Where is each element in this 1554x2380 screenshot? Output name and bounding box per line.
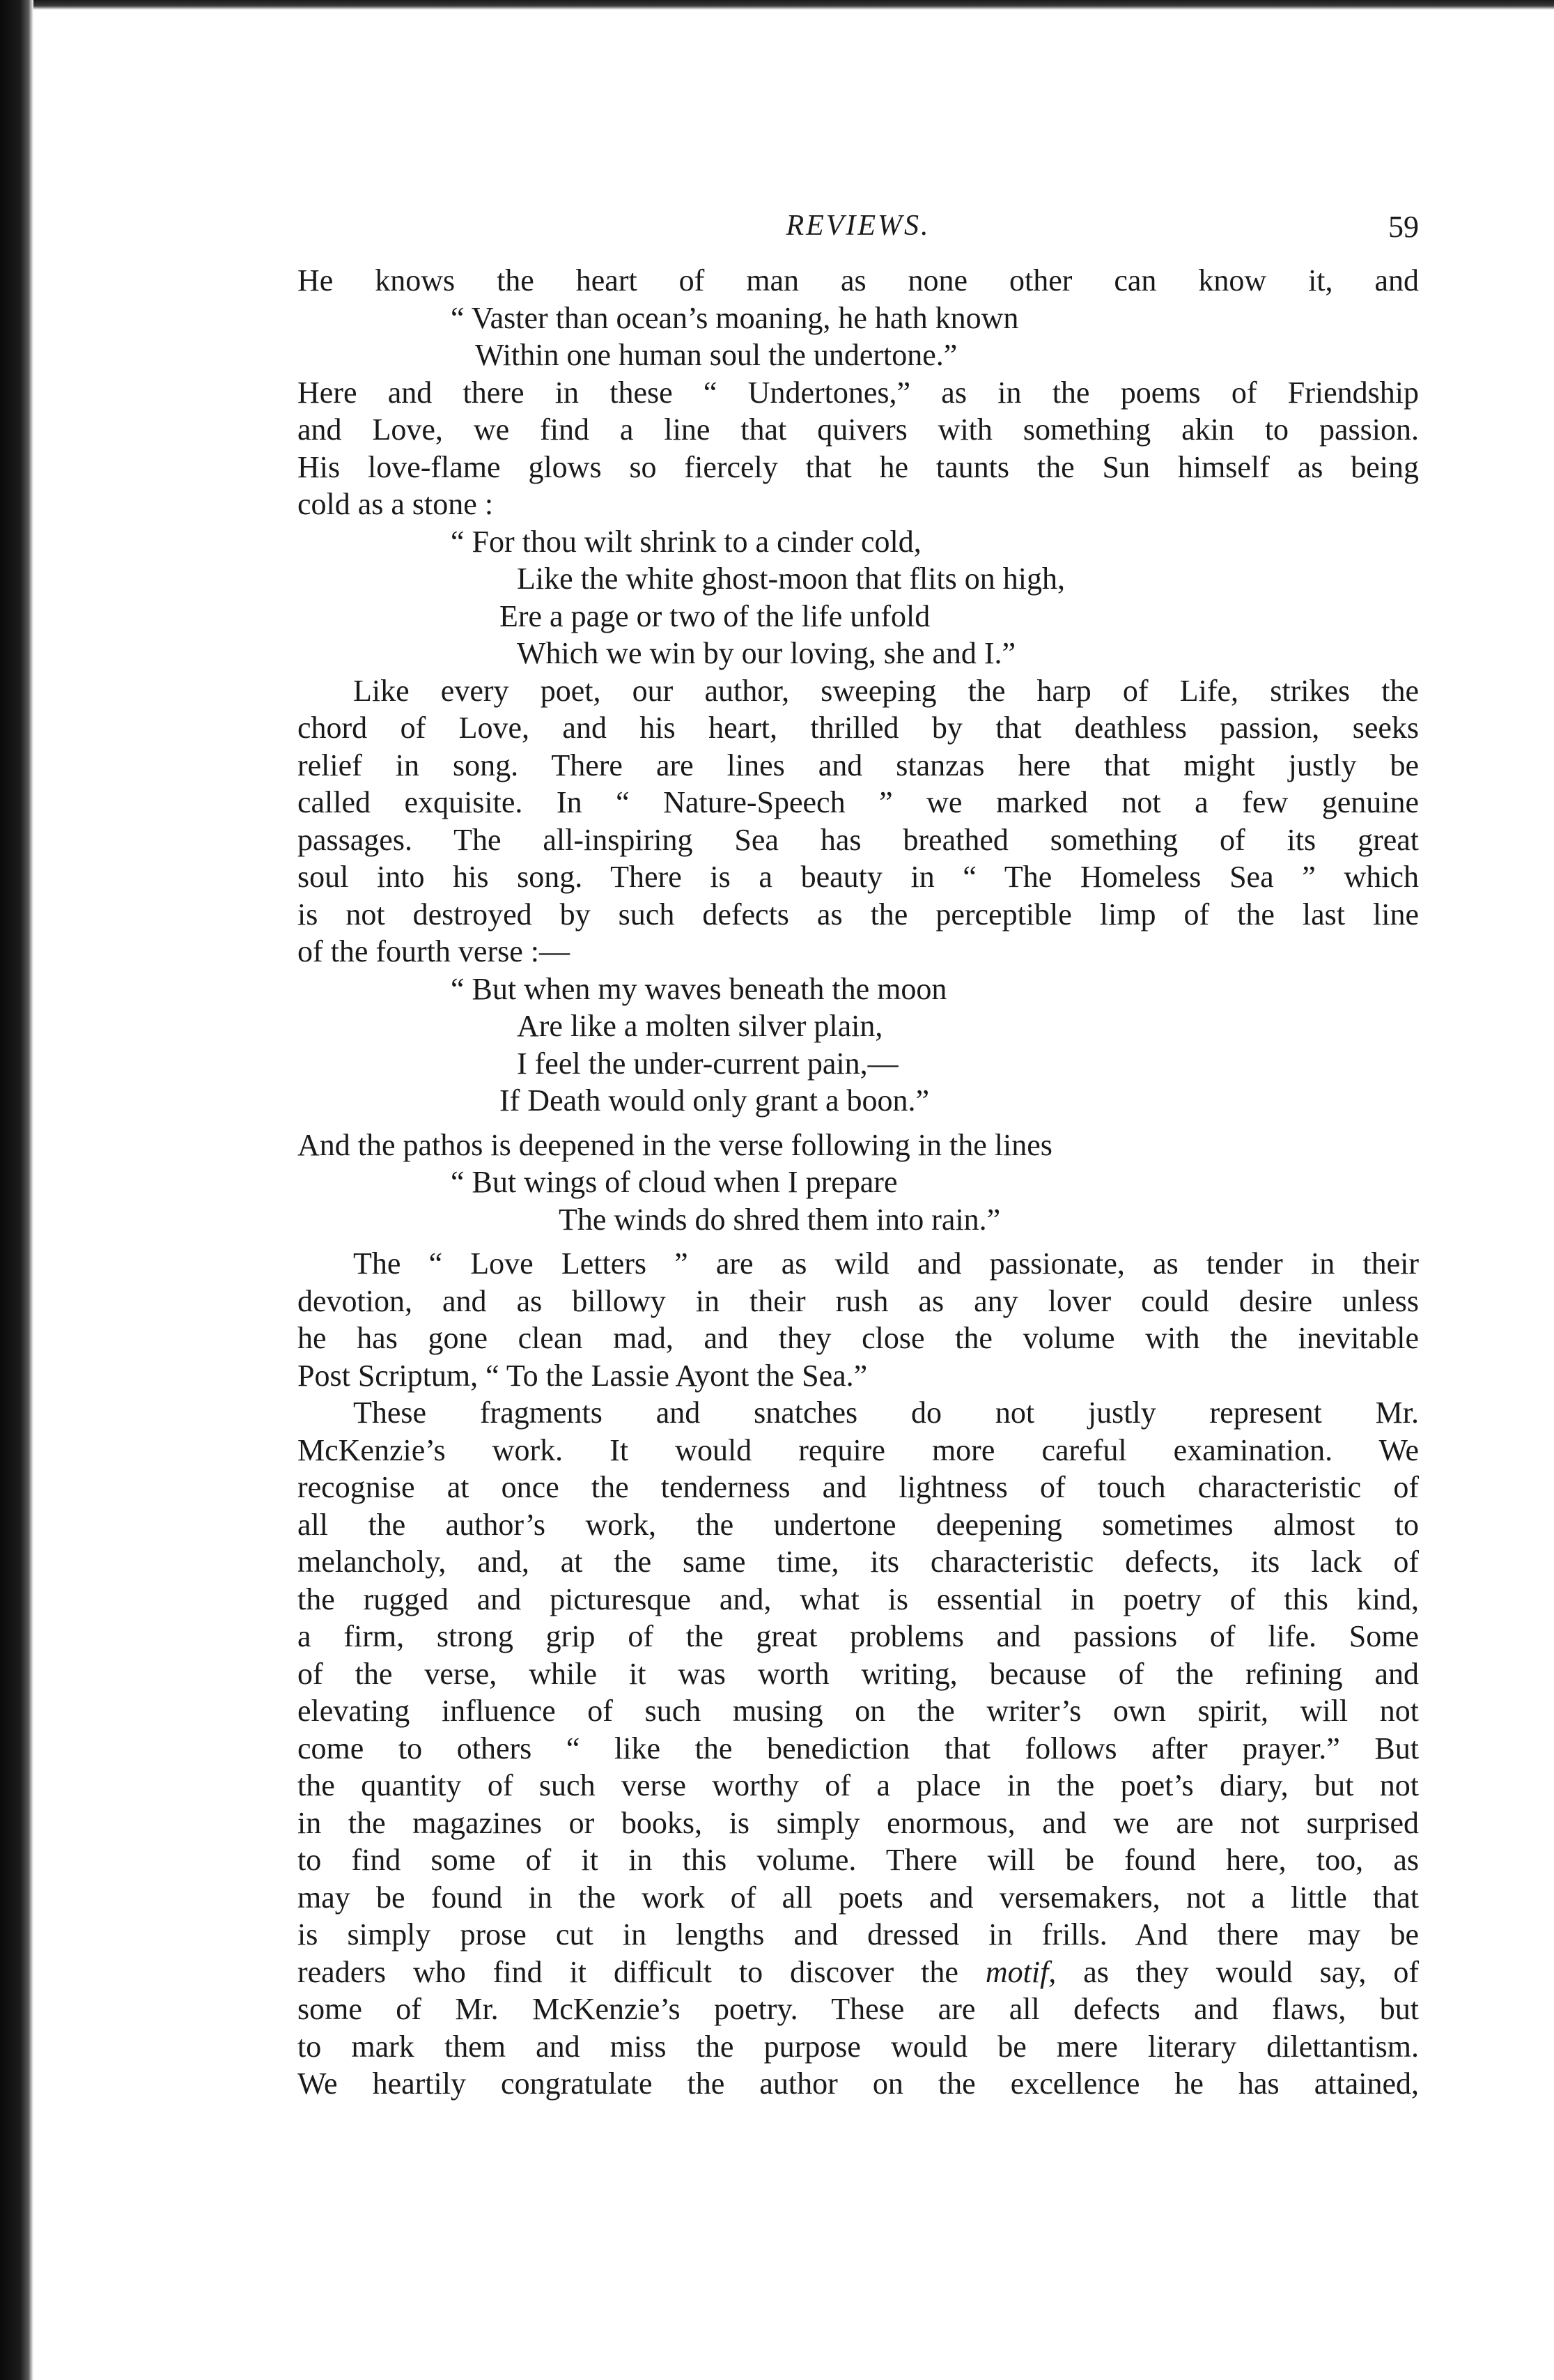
text-line: come to others “ like the benediction that follows after prayer.” But xyxy=(297,1731,1419,1765)
text-line: The “ Love Letters ” are as wild and passionate, as tender in their xyxy=(353,1246,1419,1281)
page-top-edge xyxy=(0,0,1554,10)
running-title: REVIEWS. xyxy=(786,210,931,242)
text-line: in the magazines or books, is simply enormous, and we are not surprised xyxy=(297,1805,1419,1840)
text-line: Here and there in these “ Undertones,” as in the poems of Friendship xyxy=(297,375,1419,410)
text-line: He knows the heart of man as none other can know it, and xyxy=(297,263,1419,298)
text-span: readers who find it difficult to discover the xyxy=(297,1954,958,1989)
text-span: as they would say, of xyxy=(1083,1954,1419,1989)
review-text xyxy=(297,262,1419,2103)
text-line: called exquisite. In “ Nature-Speech ” we marked not a few genuine xyxy=(297,785,1419,819)
text-line: These fragments and snatches do not justly represent Mr. xyxy=(353,1396,1419,1430)
text-line: Post Scriptum, “ To the Lassie Ayont the Sea.” xyxy=(297,1358,868,1393)
text-line: passages. The all-inspiring Sea has breathed something of its great xyxy=(297,822,1419,857)
verse-line: Like the white ghost-moon that flits on high, xyxy=(517,562,1066,596)
text-line: elevating influence of such musing on the writer’s own spirit, will not xyxy=(297,1694,1419,1728)
text-line: of the verse, while it was worth writing, because of the refining and xyxy=(297,1656,1419,1691)
text-line: to find some of it in this volume. There will be found here, too, as xyxy=(297,1843,1419,1877)
quote-line: Within one human soul the undertone.” xyxy=(475,338,958,372)
book-binding-edge xyxy=(0,0,33,2380)
text-line: relief in song. There are lines and stanzas here that might justly be xyxy=(297,748,1419,782)
verse-line: Ere a page or two of the life unfold xyxy=(499,598,931,633)
text-line xyxy=(297,1954,1419,1991)
text-line: a firm, strong grip of the great problems and passions of life. Some xyxy=(297,1619,1419,1653)
verse-line: Which we win by our loving, she and I.” xyxy=(517,636,1016,670)
italic-word: motif, xyxy=(985,1954,1057,1989)
book-page xyxy=(297,199,1419,2103)
text-line: is not destroyed by such defects as the perceptible limp of the last line xyxy=(297,897,1419,932)
text-line: devotion, and as billowy in their rush as any lover could desire unless xyxy=(297,1283,1419,1318)
text-line: may be found in the work of all poets and versemakers, not a little that xyxy=(297,1880,1419,1915)
text-line: of the fourth verse :— xyxy=(297,934,570,968)
verse-line: “ But wings of cloud when I prepare xyxy=(451,1165,898,1199)
text-line: melancholy, and, at the same time, its characteristic defects, its lack of xyxy=(297,1545,1419,1579)
text-line: the rugged and picturesque and, what is essential in poetry of this kind, xyxy=(297,1582,1419,1616)
verse-line: The winds do shred them into rain.” xyxy=(559,1202,1001,1237)
text-line: Like every poet, our author, sweeping the harp of Life, strikes the xyxy=(353,673,1419,708)
verse-line: Are like a molten silver plain, xyxy=(517,1009,883,1043)
text-line: And the pathos is deepened in the verse following in the lines xyxy=(297,1127,1052,1162)
text-line: to mark them and miss the purpose would be mere literary dilettantism. xyxy=(297,2029,1419,2064)
text-line: recognise at once the tenderness and lightness of touch characteristic of xyxy=(297,1470,1419,1504)
verse-line: I feel the under-current pain,— xyxy=(517,1046,899,1081)
text-line: McKenzie’s work. It would require more careful examination. We xyxy=(297,1432,1419,1467)
text-line: chord of Love, and his heart, thrilled by that deathless passion, seeks xyxy=(297,711,1419,745)
text-line: and Love, we find a line that quivers with something akin to passion. xyxy=(297,412,1419,447)
verse-line: “ For thou wilt shrink to a cinder cold, xyxy=(451,524,922,559)
text-line: some of Mr. McKenzie’s poetry. These are all defects and flaws, but xyxy=(297,1992,1419,2026)
quote-line: “ Vaster than ocean’s moaning, he hath known xyxy=(451,300,1019,335)
text-line: all the author’s work, the undertone deepening sometimes almost to xyxy=(297,1507,1419,1542)
text-line: the quantity of such verse worthy of a place in the poet’s diary, but not xyxy=(297,1768,1419,1802)
text-line: We heartily congratulate the author on the excellence he has attained, xyxy=(297,2066,1419,2101)
verse-line: “ But when my waves beneath the moon xyxy=(451,971,947,1006)
text-line: he has gone clean mad, and they close the volume with the inevitable xyxy=(297,1321,1419,1355)
verse-line: If Death would only grant a boon.” xyxy=(499,1083,930,1118)
page-number: 59 xyxy=(1388,210,1419,244)
running-head xyxy=(297,199,1419,262)
text-line: soul into his song. There is a beauty in “ The Homeless Sea ” which xyxy=(297,860,1419,894)
text-line: His love-flame glows so fiercely that he taunts the Sun himself as being xyxy=(297,449,1419,484)
text-line: is simply prose cut in lengths and dressed in frills. And there may be xyxy=(297,1917,1419,1952)
text-line: cold as a stone : xyxy=(297,487,494,521)
